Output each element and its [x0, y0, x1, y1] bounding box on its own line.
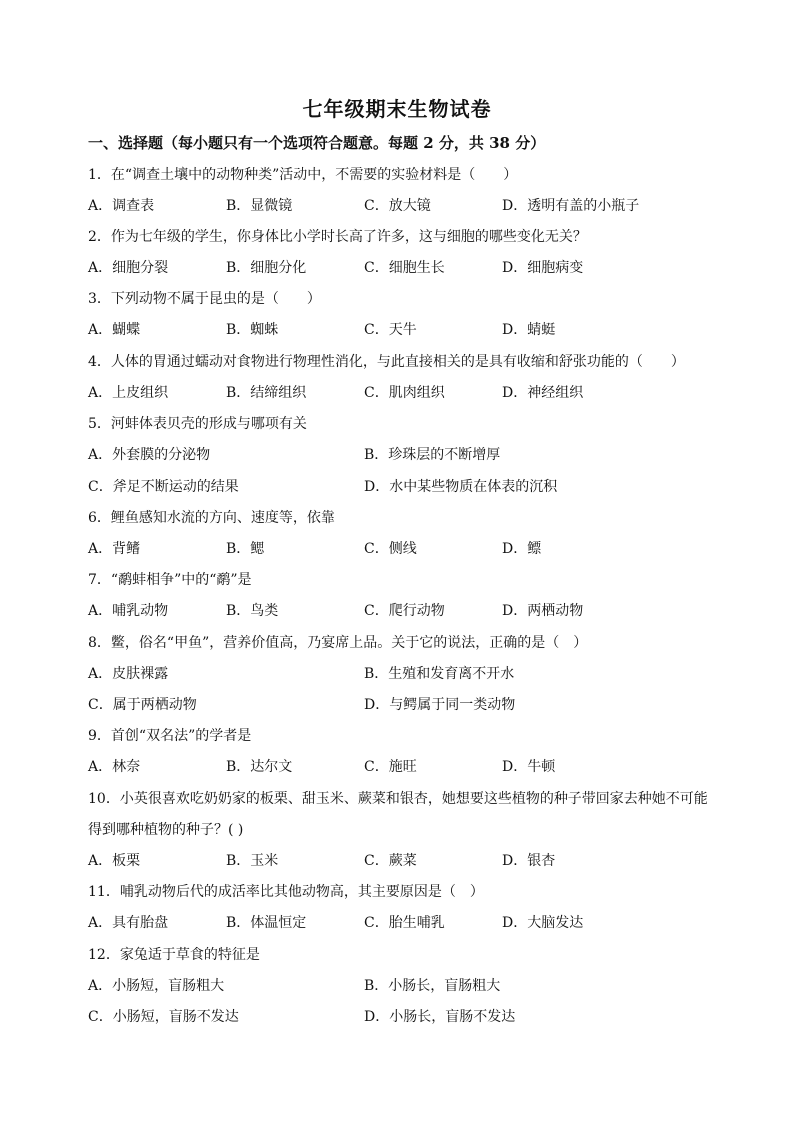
question-stem: 9．首创“双名法”的学者是 — [88, 728, 252, 744]
question-stem: 1．在“调查土壤中的动物种类”活动中，不需要的实验材料是（ ） — [88, 167, 518, 183]
option-d: D．两栖动物 — [502, 603, 584, 619]
option-c: C．侧线 — [364, 541, 417, 557]
question-stem: 10．小英很喜欢吃奶奶家的板栗、甜玉米、蕨菜和银杏，她想要这些植物的种子带回家去种她不可能 — [88, 791, 708, 807]
section-heading: 一、选择题（每小题只有一个选项符合题意。每题 2 分，共 38 分） — [88, 134, 546, 152]
option-a: A．外套膜的分泌物 — [88, 447, 211, 463]
option-c: C．小肠短，盲肠不发达 — [88, 1009, 239, 1025]
option-c: C．胎生哺乳 — [364, 915, 445, 931]
option-c: C．细胞生长 — [364, 260, 445, 276]
option-b: B．细胞分化 — [226, 260, 307, 276]
question-stem: 8．鳖，俗名“甲鱼”，营养价值高，乃宴席上品。关于它的说法，正确的是（ ） — [88, 635, 588, 651]
option-b: B．鳃 — [226, 541, 265, 557]
option-a: A．蝴蝶 — [88, 322, 141, 338]
question-stem: 6．鲤鱼感知水流的方向、速度等，依靠 — [88, 510, 335, 526]
option-c: C．爬行动物 — [364, 603, 445, 619]
option-c: C．蕨菜 — [364, 853, 417, 869]
option-a: A．上皮组织 — [88, 385, 169, 401]
question-stem-continued: 得到哪种植物的种子？( ) — [88, 822, 244, 838]
option-d: D．鳔 — [502, 541, 542, 557]
question-stem: 4．人体的胃通过蠕动对食物进行物理性消化，与此直接相关的是具有收缩和舒张功能的（ ） — [88, 354, 685, 370]
option-c: C．属于两栖动物 — [88, 697, 197, 713]
option-a: A．林奈 — [88, 759, 141, 775]
option-a: A．细胞分裂 — [88, 260, 169, 276]
option-d: D．透明有盖的小瓶子 — [502, 198, 640, 214]
option-a: A．板栗 — [88, 853, 141, 869]
option-b: B．达尔文 — [226, 759, 293, 775]
option-a: A．哺乳动物 — [88, 603, 169, 619]
option-c: C．施旺 — [364, 759, 417, 775]
question-stem: 12．家兔适于草食的特征是 — [88, 947, 260, 963]
option-d: D．与鳄属于同一类动物 — [364, 697, 516, 713]
question-stem: 2．作为七年级的学生，你身体比小学时长高了许多，这与细胞的哪些变化无关？ — [88, 229, 587, 245]
option-d: D．大脑发达 — [502, 915, 584, 931]
option-c: C．肌肉组织 — [364, 385, 445, 401]
option-c: C．天牛 — [364, 322, 417, 338]
option-d: D．银杏 — [502, 853, 556, 869]
option-c: C．放大镜 — [364, 198, 431, 214]
option-b: B．小肠长，盲肠粗大 — [364, 978, 501, 994]
option-b: B．显微镜 — [226, 198, 293, 214]
option-b: B．蜘蛛 — [226, 322, 279, 338]
option-a: A．皮肤裸露 — [88, 666, 169, 682]
option-b: B．鸟类 — [226, 603, 279, 619]
option-a: A．背鳍 — [88, 541, 141, 557]
question-stem: 11．哺乳动物后代的成活率比其他动物高，其主要原因是（ ） — [88, 884, 484, 900]
option-d: D．蜻蜓 — [502, 322, 556, 338]
question-stem: 5．河蚌体表贝壳的形成与哪项有关 — [88, 416, 307, 432]
option-d: D．细胞病变 — [502, 260, 584, 276]
option-d: D．水中某些物质在体表的沉积 — [364, 479, 558, 495]
option-b: B．体温恒定 — [226, 915, 307, 931]
option-d: D．小肠长，盲肠不发达 — [364, 1009, 516, 1025]
option-b: B．珍珠层的不断增厚 — [364, 447, 501, 463]
option-b: B．结缔组织 — [226, 385, 307, 401]
option-b: B．生殖和发育离不开水 — [364, 666, 515, 682]
option-b: B．玉米 — [226, 853, 279, 869]
option-a: A．调查表 — [88, 198, 155, 214]
option-a: A．具有胎盘 — [88, 915, 169, 931]
option-d: D．牛顿 — [502, 759, 556, 775]
question-stem: 7．“鹬蚌相争”中的“鹬”是 — [88, 572, 252, 588]
option-c: C．斧足不断运动的结果 — [88, 479, 239, 495]
option-a: A．小肠短，盲肠粗大 — [88, 978, 225, 994]
question-stem: 3．下列动物不属于昆虫的是（ ） — [88, 291, 321, 307]
page-title: 七年级期末生物试卷 — [302, 97, 492, 121]
option-d: D．神经组织 — [502, 385, 584, 401]
